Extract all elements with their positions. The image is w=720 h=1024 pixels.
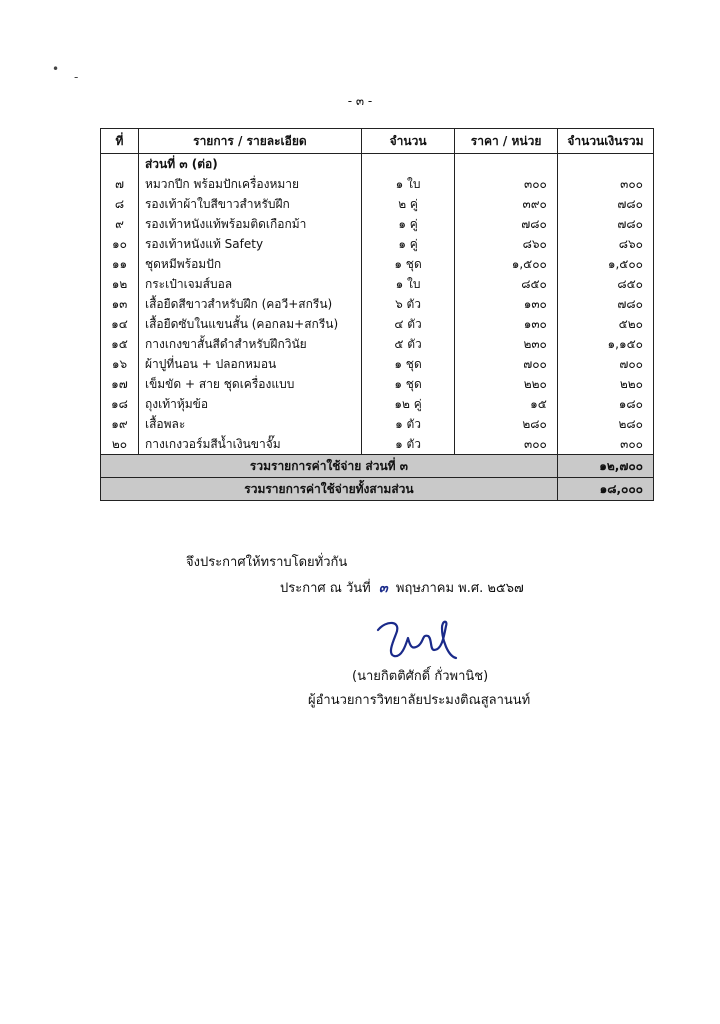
row-price: ๒๘๐ [455,414,558,434]
row-desc: กางเกงขาสั้นสีดำสำหรับฝึกวินัย [138,334,361,354]
row-desc: เสื้อยืดซับในแขนสั้น (คอกลม+สกรีน) [138,314,361,334]
row-total: ๓๐๐ [557,174,653,194]
row-price: ๓๐๐ [455,434,558,455]
row-total: ๕๒๐ [557,314,653,334]
signature [372,616,462,662]
row-total: ๗๘๐ [557,294,653,314]
row-total: ๘๕๐ [557,274,653,294]
row-qty: ๑ ใบ [361,274,454,294]
row-total: ๑๘๐ [557,394,653,414]
grand-total-label: รวมรายการค่าใช้จ่ายทั้งสามส่วน [101,478,558,501]
announce-text: จึงประกาศให้ทราบโดยทั่วกัน [186,555,348,570]
subtotal-row [101,455,654,478]
row-qty: ๑ ชุด [361,254,454,274]
row-qty: ๑ ใบ [361,174,454,194]
row-price: ๓๙๐ [455,194,558,214]
row-total: ๑,๑๕๐ [557,334,653,354]
grand-total-row [101,478,654,501]
table-row [101,394,654,414]
row-no: ๑๕ [101,334,139,354]
scan-speck: - [74,70,79,84]
subtotal-value: ๑๒,๗๐๐ [557,455,653,478]
row-price: ๑๓๐ [455,294,558,314]
row-no: ๒๐ [101,434,139,455]
row-qty: ๑ ชุด [361,374,454,394]
row-desc: ถุงเท้าหุ้มข้อ [138,394,361,414]
grand-total-value: ๑๘,๐๐๐ [557,478,653,501]
row-no: ๙ [101,214,139,234]
header-price: ราคา / หน่วย [455,129,558,154]
row-desc: เสื้อยืดสีขาวสำหรับฝึก (คอวี+สกรีน) [138,294,361,314]
date-prefix: ประกาศ ณ วันที่ [280,581,371,596]
row-total: ๗๘๐ [557,194,653,214]
table-row [101,214,654,234]
row-desc: เข็มขัด + สาย ชุดเครื่องแบบ [138,374,361,394]
table-row [101,294,654,314]
row-qty: ๒ คู่ [361,194,454,214]
row-price: ๓๐๐ [455,174,558,194]
section-label: ส่วนที่ ๓ (ต่อ) [138,154,361,175]
row-desc: เสื้อพละ [138,414,361,434]
date-suffix: พฤษภาคม พ.ศ. ๒๕๖๗ [395,581,524,596]
header-qty: จำนวน [361,129,454,154]
row-no: ๑๗ [101,374,139,394]
table-row [101,174,654,194]
row-total: ๒๘๐ [557,414,653,434]
row-qty: ๖ ตัว [361,294,454,314]
row-desc: ผ้าปูที่นอน + ปลอกหมอน [138,354,361,374]
row-total: ๗๐๐ [557,354,653,374]
subtotal-label: รวมรายการค่าใช้จ่าย ส่วนที่ ๓ [101,455,558,478]
table-header-row [101,129,654,154]
row-total: ๘๖๐ [557,234,653,254]
row-qty: ๑๒ คู่ [361,394,454,414]
row-qty: ๑ คู่ [361,214,454,234]
table-row [101,334,654,354]
row-no: ๑๙ [101,414,139,434]
expense-table [100,128,654,501]
announce-date [280,577,524,598]
row-price: ๘๖๐ [455,234,558,254]
row-desc: กระเป๋าเจมส์บอล [138,274,361,294]
row-price: ๗๘๐ [455,214,558,234]
row-price: ๑,๕๐๐ [455,254,558,274]
header-total: จำนวนเงินรวม [557,129,653,154]
header-desc: รายการ / รายละเอียด [138,129,361,154]
row-price: ๑๕ [455,394,558,414]
row-no: ๑๒ [101,274,139,294]
row-no: ๑๑ [101,254,139,274]
table-row [101,354,654,374]
table-row [101,414,654,434]
row-qty: ๔ ตัว [361,314,454,334]
row-no: ๑๘ [101,394,139,414]
row-price: ๒๒๐ [455,374,558,394]
header-no: ที่ [101,129,139,154]
row-total: ๑,๕๐๐ [557,254,653,274]
row-total: ๓๐๐ [557,434,653,455]
table-row [101,374,654,394]
table-row [101,194,654,214]
table-row [101,234,654,254]
row-price: ๒๓๐ [455,334,558,354]
row-no: ๑๐ [101,234,139,254]
row-price: ๘๕๐ [455,274,558,294]
row-qty: ๑ ตัว [361,414,454,434]
table-row [101,314,654,334]
section-row [101,154,654,175]
row-no: ๗ [101,174,139,194]
table-row [101,274,654,294]
table-row [101,254,654,274]
row-total: ๒๒๐ [557,374,653,394]
row-qty: ๑ ชุด [361,354,454,374]
row-no: ๘ [101,194,139,214]
row-desc: หมวกปีก พร้อมปักเครื่องหมาย [138,174,361,194]
date-day: ๓ [378,581,388,596]
row-desc: กางเกงวอร์มสีน้ำเงินขาจั๊ม [138,434,361,455]
row-total: ๗๘๐ [557,214,653,234]
row-qty: ๕ ตัว [361,334,454,354]
scan-speck: • [52,62,60,76]
row-price: ๑๓๐ [455,314,558,334]
row-price: ๗๐๐ [455,354,558,374]
row-desc: รองเท้าหนังแท้ Safety [138,234,361,254]
row-desc: รองเท้าผ้าใบสีขาวสำหรับฝึก [138,194,361,214]
row-qty: ๑ คู่ [361,234,454,254]
signer-title: ผู้อำนวยการวิทยาลัยประมงติณสูลานนท์ [308,693,531,708]
signer-name: (นายกิตติศักดิ์ กั่วพานิช) [352,669,489,684]
row-desc: รองเท้าหนังแท้พร้อมติดเกือกม้า [138,214,361,234]
row-no: ๑๖ [101,354,139,374]
row-qty: ๑ ตัว [361,434,454,455]
row-no: ๑๔ [101,314,139,334]
row-no: ๑๓ [101,294,139,314]
page-number: - ๓ - [347,94,373,108]
table-row [101,434,654,455]
row-desc: ชุดหมีพร้อมปัก [138,254,361,274]
